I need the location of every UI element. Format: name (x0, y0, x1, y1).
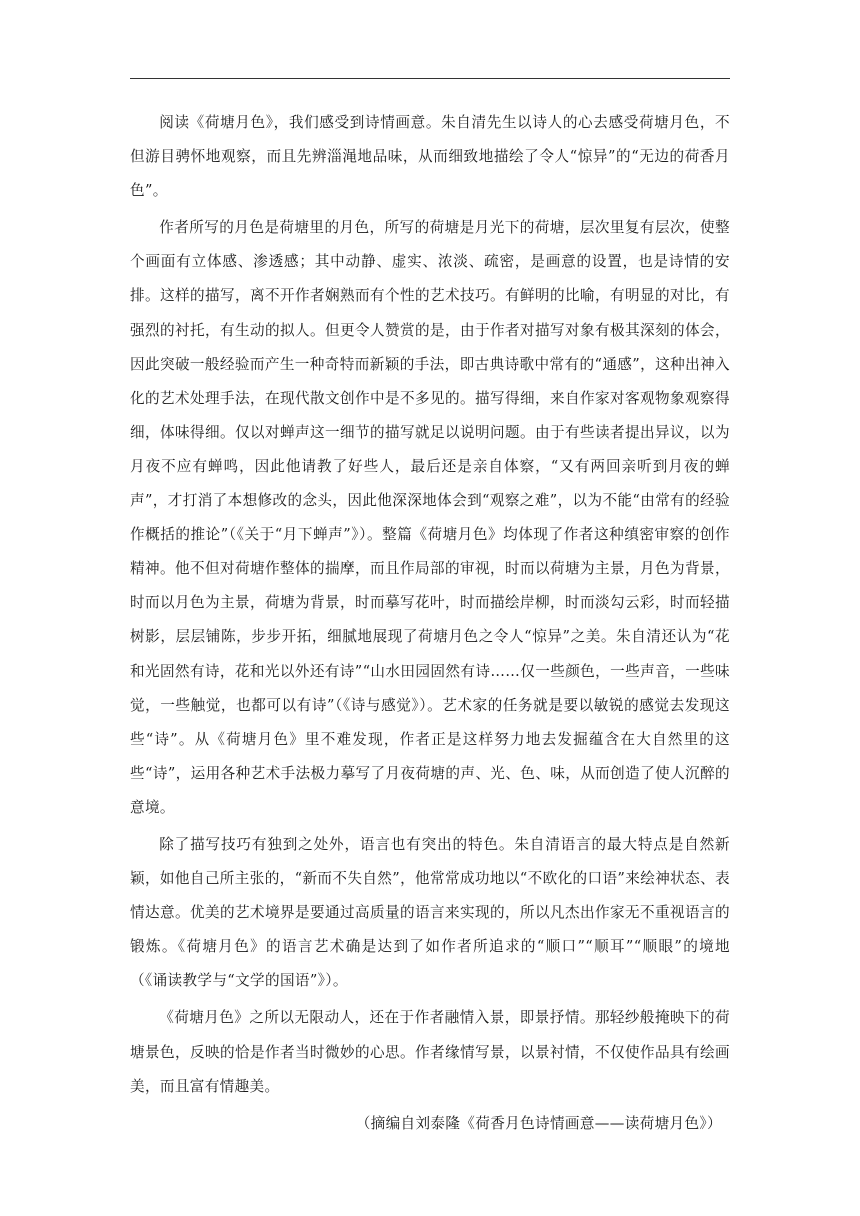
paragraph-1: 阅读《荷塘月色》，我们感受到诗情画意。朱自清先生以诗人的心去感受荷塘月色，不但游目骋怀地观察，而且先辨淄渑地品味，从而细致地描绘了令人“惊异”的“无边的荷香月色”。 (130, 114, 730, 200)
source-citation: （摘编自刘泰隆《荷香月色诗情画意——读荷塘月色》） (355, 1114, 722, 1132)
paragraph-2: 作者所写的月色是荷塘里的月色，所写的荷塘是月光下的荷塘，层次里复有层次，使整个画面有立体感、渗透感；其中动静、虚实、浓淡、疏密，是画意的设置，也是诗情的安排。这样的描写，离不开作者娴熟而有个性的艺术技巧。有鲜明的比喻，有明显的对比，有强烈的衬托，有生动的拟人。但更令人赞赏的是，由于作者对描写对象有极其深刻的体会，因此突破一般经验而产生一种奇特而新颖的手法，即古典诗歌中常有的“通感”，这种出神入化的艺术处理手法，在现代散文创作中是不多见的。描写得细，来自作家对客观物象观察得细，体味得细。仅以对蝉声这一细节的描写就足以说明问题。由于有些读者提出异议，以为月夜不应有蝉鸣，因此他请教了好些人，最后还是亲自体察，“又有两回亲听到月夜的蝉声”，才打消了本想修改的念头，因此他深深地体会到“观察之难”，以为不能“由常有的经验作概括的推论”（《关于“月下蝉声”》）。整篇《荷塘月色》均体现了作者这种缜密审察的创作精神。他不但对荷塘作整体的揣摩，而且作局部的审视，时而以荷塘为主景，月色为背景，时而以月色为主景，荷塘为背景，时而摹写花叶，时而描绘岸柳，时而淡勾云彩，时而轻描树影，层层铺陈，步步开拓，细腻地展现了荷塘月色之令人“惊异”之美。朱自清还认为“花和光固然有诗，花和光以外还有诗”“山水田园固然有诗……仅一些颜色，一些声音，一些味觉，一些触觉，也都可以有诗”（《诗与感觉》）。艺术家的任务就是要以敏锐的感觉去发现这些“诗”。从《荷塘月色》里不难发现，作者正是这样努力地去发掘蕴含在大自然里的这些“诗”，运用各种艺术手法极力摹写了月夜荷塘的声、光、色、味，从而创造了使人沉醉的意境。 (130, 219, 730, 816)
paragraph-3: 除了描写技巧有独到之处外，语言也有突出的特色。朱自清语言的最大特点是自然新颖，如他自己所主张的，“新而不失自然”，他常常成功地以“不欧化的口语”来绘神状态、表情达意。优美的艺术境界是要通过高质量的语言来实现的，所以凡杰出作家无不重视语言的锻炼。《荷塘月色》的语言艺术确是达到了如作者所追求的“顺口”“顺耳”“顺眼”的境地（《诵读教学与“文学的国语”》）。 (130, 835, 730, 990)
header-rule (130, 78, 730, 79)
paragraph-4: 《荷塘月色》之所以无限动人，还在于作者融情入景，即景抒情。那轻纱般掩映下的荷塘景色，反映的恰是作者当时微妙的心思。作者缘情写景，以景衬情，不仅使作品具有绘画美，而且富有情趣美。 (130, 1009, 730, 1095)
article-body (130, 106, 730, 1141)
